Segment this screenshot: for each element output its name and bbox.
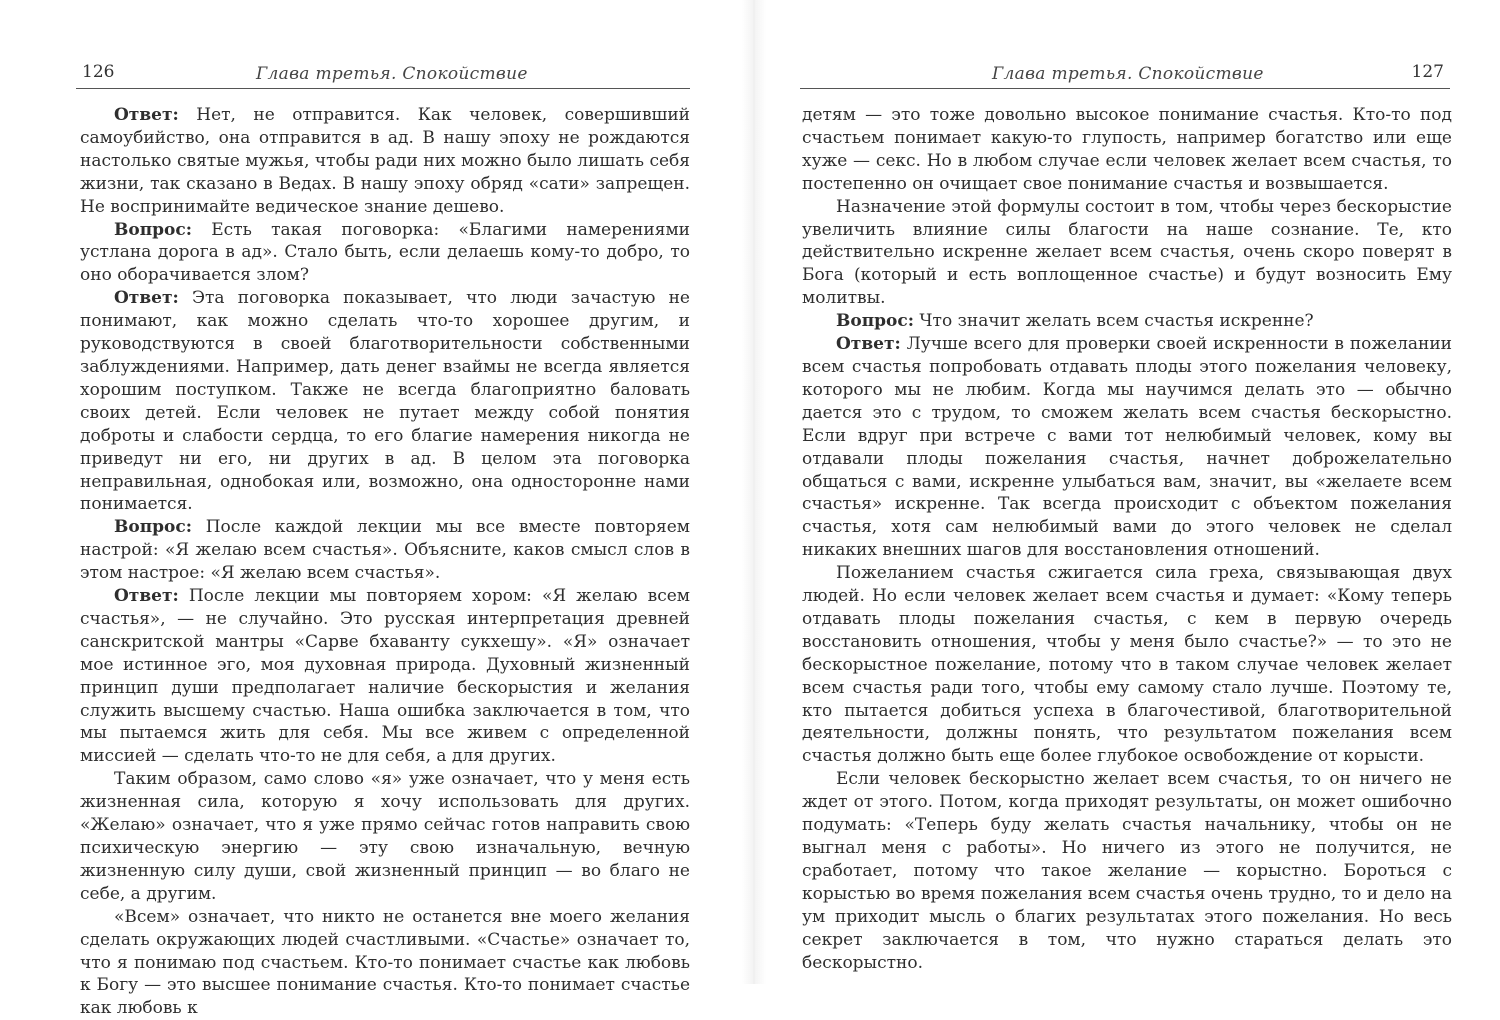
left-running-title: Глава третья. Спокойствие — [256, 64, 528, 84]
paragraph — [80, 287, 690, 516]
right-running-title: Глава третья. Спокойствие — [992, 64, 1264, 84]
paragraph — [802, 333, 1452, 562]
left-header-rule — [76, 88, 690, 89]
answer-label: Ответ: — [836, 334, 901, 355]
paragraph — [80, 768, 690, 905]
paragraph — [802, 104, 1452, 196]
right-header-rule — [800, 88, 1450, 89]
right-page-body — [802, 104, 1452, 974]
paragraph-text: Что значит желать всем счастья искренне? — [919, 311, 1314, 332]
left-page-number: 126 — [82, 62, 115, 82]
left-page — [0, 0, 745, 1019]
paragraph — [802, 562, 1452, 768]
answer-label: Ответ: — [114, 105, 179, 125]
paragraph-text: «Всем» означает, что никто не останется вне моего желания сделать окружающих людей счастливыми. «Счастье» означает то, что я понимаю под счастьем. Кто-то понимает счастье как любовь к Богу — это высшее понимание счастья. Кто-то понимает счастье как любовь к — [80, 906, 690, 1019]
paragraph-text: Эта поговорка показывает, что люди зачастую не понимают, как можно сделать что-то хорошее другим, и руководствуются в своей благотворительности собственными заблуждениями. Например, дать денег взаймы не всегда является хорошим поступком. Также не всегда благоприятно баловать своих детей. Если человек не путает между собой понятия доброты и слабости сердца, то его благие намерения никогда не приведут ни его, ни других в ад. В целом эта поговорка неправильная, однобокая или, возможно, она односторонне нами понимается. — [80, 288, 690, 515]
left-page-body — [80, 104, 690, 1020]
paragraph — [802, 310, 1452, 333]
paragraph-text: Назначение этой формулы состоит в том, чтобы через бескорыстие увеличить влияние силы благости на наше сознание. Те, кто действительно искренне желает всем счастья, очень скоро поверят в Бога (который и есть воплощенное счастье) и будут возносить Ему молитвы. — [802, 196, 1452, 309]
paragraph-text: Есть такая поговорка: «Благими намерениями устлана дорога в ад». Стало быть, если делаешь кому-то добро, то оно оборачивается злом? — [80, 219, 690, 286]
question-label: Вопрос: — [114, 219, 193, 240]
right-page — [760, 0, 1500, 984]
paragraph — [80, 516, 690, 585]
paragraph — [80, 585, 690, 768]
paragraph-text: Таким образом, само слово «я» уже означает, что у меня есть жизненная сила, которую я хочу использовать для других. «Желаю» означает, что я уже прямо сейчас готов направить свою психическую энергию — эту свою изначальную, вечную жизненную силу души, свой жизненный принцип — во благо не себе, а другим. — [80, 769, 690, 904]
paragraph-text: После лекции мы повторяем хором: «Я желаю всем счастья», — не случайно. Это русская интерпретация древней санскритской мантры «Сарве бхаванту сукхешу». «Я» означает мое истинное эго, моя духовная природа. Духовный жизненный принцип души предполагает наличие бескорыстия и желания служить высшему счастью. Наша ошибка заключается в том, что мы пытаемся жить для себя. Мы все живем с определенной миссией — сделать что-то не для себя, а для других. — [80, 586, 690, 767]
paragraph-text: После каждой лекции мы все вместе повторяем настрой: «Я желаю всем счастья». Объясните, каков смысл слов в этом настрое: «Я желаю всем счастья». — [80, 517, 691, 584]
paragraph — [802, 768, 1452, 974]
paragraph — [802, 196, 1452, 311]
paragraph-text: Если человек бескорыстно желает всем счастья, то он ничего не ждет от этого. Потом, когда приходят результаты, он может ошибочно подумать: «Теперь буду желать счастья начальнику, чтобы он не выгнал меня с работы». Но ничего из этого не получится, не сработает, потому что такое желание — корыстно. Бороться с корыстью во время пожелания всем счастья очень трудно, то и дело на ум приходит мысль о благих результатах этого пожелания. Но весь секрет заключается в том, что нужно стараться делать это бескорыстно. — [802, 769, 1452, 973]
paragraph — [80, 219, 690, 288]
left-page-header — [76, 62, 690, 88]
question-label: Вопрос: — [114, 517, 193, 538]
paragraph — [80, 906, 690, 1020]
question-label: Вопрос: — [836, 311, 915, 332]
paragraph-text: Пожеланием счастья сжигается сила греха, связывающая двух людей. Но если человек желает всем счастья и думает: «Кому теперь отдавать плоды пожелания счастья, с кем в первую очередь восстановить отношения, чтобы у меня было счастье?» — то это не бескорыстное пожелание, потому что в таком случае человек желает всем счастья ради того, чтобы ему самому стало лучше. Поэтому те, кто пытается добиться успеха в благочестивой, благотворительной деятельности, должны понять, что результатом пожелания всем счастья должно быть еще более глубокое освобождение от корысти. — [802, 563, 1452, 767]
paragraph-text: Нет, не отправится. Как человек, совершивший самоубийство, она отправится в ад. В нашу эпоху не рождаются настолько святые мужья, чтобы ради них можно было лишать себя жизни, так сказано в Ведах. В нашу эпоху обряд «сати» запрещен. Не воспринимайте ведическое знание дешево. — [80, 105, 691, 217]
paragraph-text: детям — это тоже довольно высокое понимание счастья. Кто-то под счастьем понимает какую-то глупость, например богатство или еще хуже — секс. Но в любом случае если человек желает всем счастья, то постепенно он очищает свое понимание счастья и возвышается. — [802, 105, 1452, 194]
right-page-number: 127 — [1411, 62, 1444, 82]
answer-label: Ответ: — [114, 288, 179, 309]
paragraph-text: Лучше всего для проверки своей искренности в пожелании всем счастья попробовать отдавать плоды этого пожелания человеку, которого мы не любим. Когда мы научимся делать это — обычно дается это с трудом, то сможем желать всем счастья бескорыстно. Если вдруг при встрече с вами тот нелюбимый человек, кому вы отдавали плоды пожелания счастья, начнет доброжелательно общаться с вами, искренне улыбаться вам, значит, вы «желаете всем счастья» искренне. Так всегда происходит с объектом пожелания счастья, хотя сам нелюбимый вами до этого человек не сделал никаких внешних шагов для восстановления отношений. — [802, 334, 1453, 561]
paragraph — [80, 104, 690, 219]
answer-label: Ответ: — [114, 586, 179, 607]
right-page-header — [800, 62, 1450, 88]
